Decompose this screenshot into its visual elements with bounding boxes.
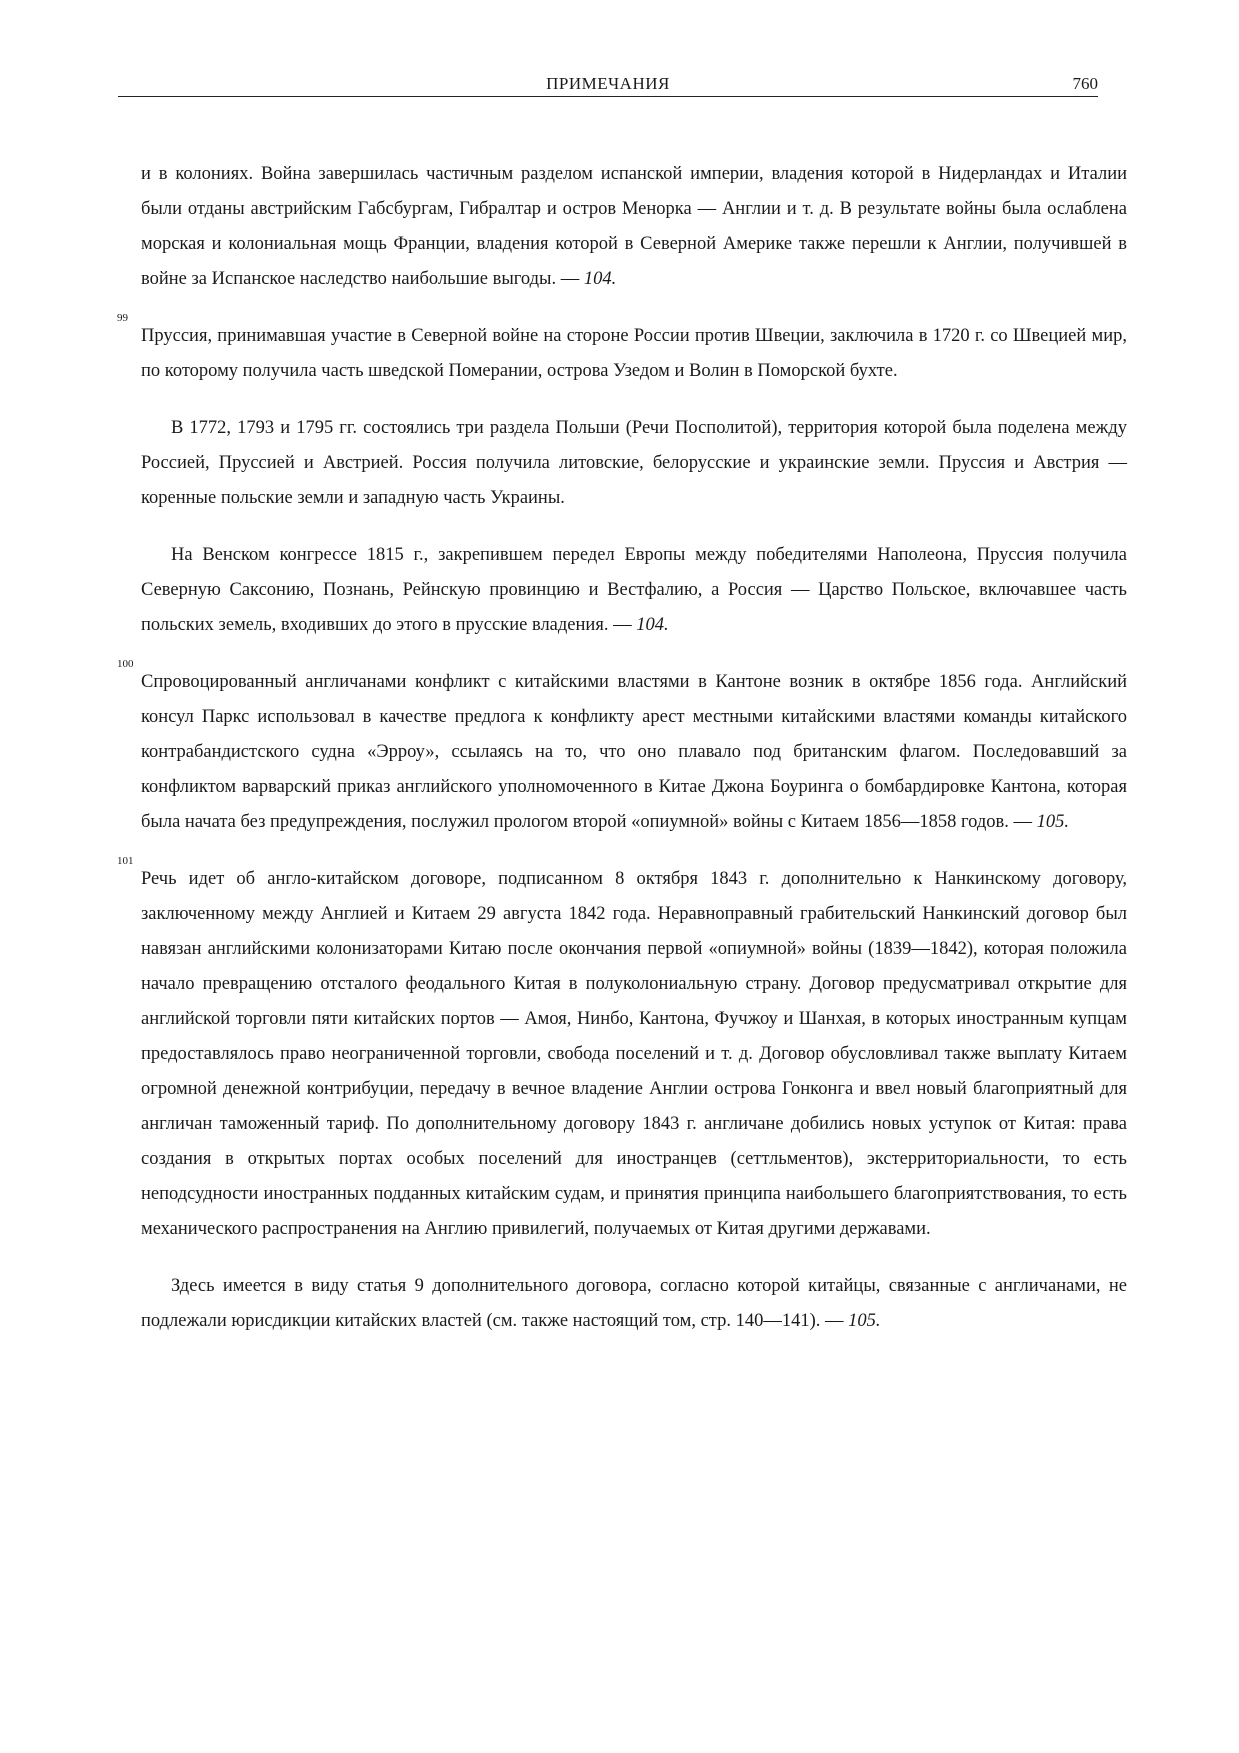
note-99	[117, 312, 1127, 389]
note-number: 99	[117, 312, 128, 324]
note-100	[117, 658, 1127, 840]
paragraph-text: и в колониях. Война завершилась частичным разделом испанской империи, владения которой в Нидерландах и Италии были отданы австрийским Габсбургам, Гибралтар и остров Менорка — Англии и т. д. В результате войны была ослаблена морская и колониальная мощь Франции, владения которой в Северной Америке также перешли к Англии, получившей в войне за Испанское наследство наибольшие выгоды. —	[141, 164, 1127, 289]
note-number: 100	[117, 658, 134, 670]
paragraph-text: На Венском конгрессе 1815 г., закрепившем передел Европы между победителями Наполеона, Пруссия получила Северную Саксонию, Познань, Рейнскую провинцию и Вестфалию, а Россия — Царство Польское, включавшее часть польских земель, входивших до этого в прусские владения. —	[141, 545, 1127, 635]
notes-body	[117, 157, 1127, 1361]
note-text: Пруссия, принимавшая участие в Северной войне на стороне России против Швеции, заключила в 1720 г. со Швецией мир, по которому получила часть шведской Померании, острова Узедом и Волин в Поморской бухте.	[141, 326, 1127, 381]
note-99-paragraph-3	[141, 538, 1127, 643]
page-number: 760	[1072, 74, 1098, 93]
running-header	[118, 72, 1098, 97]
page-reference: 105.	[1036, 812, 1070, 832]
paragraph-text: В 1772, 1793 и 1795 гг. состоялись три раздела Польши (Речи Посполитой), территория которой была поделена между Россией, Пруссией и Австрией. Россия получила литовские, белорусские и украинские земли. Пруссия и Австрия — коренные польские земли и западную часть Украины.	[141, 418, 1127, 508]
page-reference: 105.	[848, 1311, 881, 1331]
note-99-paragraph-2	[141, 411, 1127, 516]
page-reference: 104.	[583, 269, 617, 289]
note-number: 101	[117, 855, 134, 867]
note-101	[117, 855, 1127, 1247]
paragraph-text: Здесь имеется в виду статья 9 дополнительного договора, согласно которой китайцы, связанные с англичанами, не подлежали юрисдикции китайских властей (см. также настоящий том, стр. 140—141). —	[141, 1276, 1127, 1331]
continued-paragraph	[141, 157, 1127, 297]
note-text: Спровоцированный англичанами конфликт с китайскими властями в Кантоне возник в октябре 1856 года. Английский консул Паркс использовал в качестве предлога к конфликту арест местными китайскими властями команды китайского контрабандистского судна «Эрроу», ссылаясь на то, что оно плавало под британским флагом. Последовавший за конфликтом варварский приказ английского уполномоченного в Китае Джона Боуринга о бомбардировке Кантона, которая была начата без предупреждения, послужил прологом второй «опиумной» войны с Китаем 1856—1858 годов. —	[141, 672, 1127, 832]
page-reference: 104.	[636, 615, 669, 635]
note-101-paragraph-2	[141, 1269, 1127, 1339]
header-title: ПРИМЕЧАНИЯ	[546, 74, 670, 93]
note-text: Речь идет об англо-китайском договоре, подписанном 8 октября 1843 г. дополнительно к Нанкинскому договору, заключенному между Англией и Китаем 29 августа 1842 года. Неравноправный грабительский Нанкинский договор был навязан английскими колонизаторами Китаю после окончания первой «опиумной» войны (1839—1842), которая положила начало превращению отсталого феодального Китая в полуколониальную страну. Договор предусматривал открытие для английской торговли пяти китайских портов — Амоя, Нинбо, Кантона, Фучжоу и Шанхая, в которых иностранным купцам предоставлялось право неограниченной торговли, свобода поселений и т. д. Договор обусловливал также выплату Китаем огромной денежной контрибуции, передачу в вечное владение Англии острова Гонконга и ввел новый благоприятный для англичан таможенный тариф. По дополнительному договору 1843 г. англичане добились новых уступок от Китая: права создания в открытых портах особых поселений для иностранцев (сеттльментов), экстерриториальности, то есть неподсудности иностранных подданных китайским судам, и принятия принципа наибольшего благоприятствования, то есть механического распространения на Англию привилегий, получаемых от Китая другими державами.	[141, 869, 1127, 1239]
